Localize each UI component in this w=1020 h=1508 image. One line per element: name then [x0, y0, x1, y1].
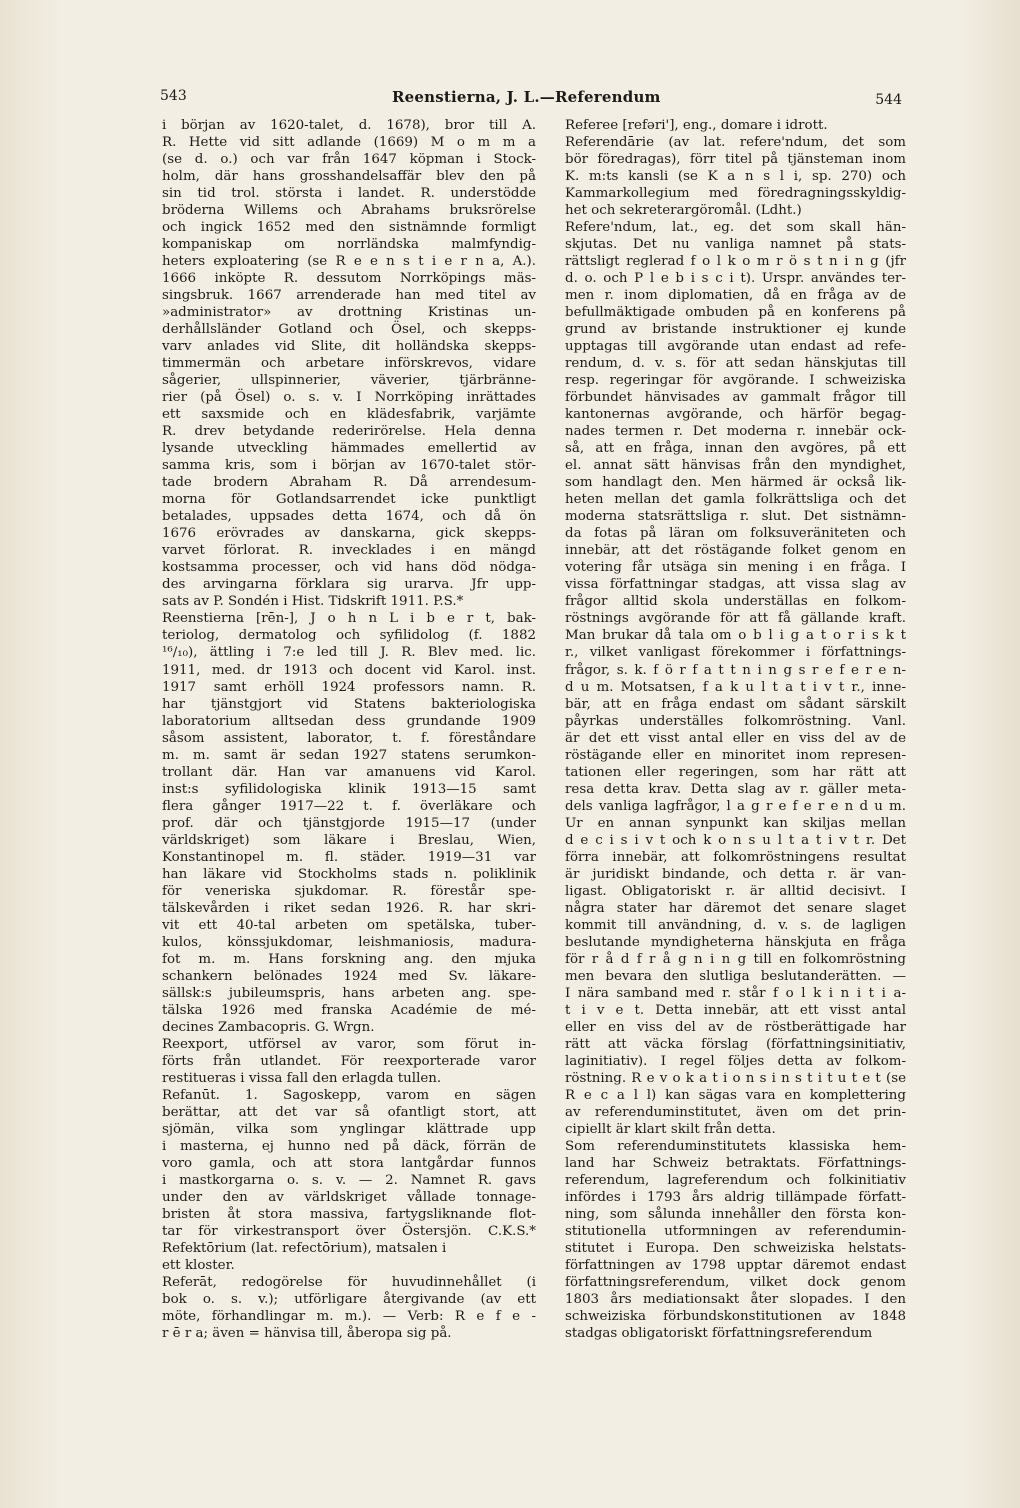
text-line: moderna statsrättsliga r. slut. Det sistnämn-	[565, 509, 906, 525]
text-line: i masterna, ej hunno ned på däck, förrän de	[162, 1138, 536, 1154]
text-line: ett kloster.	[162, 1258, 235, 1274]
text-line: tälska 1926 med franska Académie de mé-	[162, 1002, 536, 1018]
text-line: för r å d f r å g n i n g till en folkomröstning	[565, 951, 906, 967]
text-line: bok o. s. v.); utförligare återgivande (av ett	[162, 1292, 536, 1308]
running-title: Reenstierna, J. L.—Referendum	[392, 88, 661, 106]
running-header	[160, 88, 902, 110]
text-line: (se d. o.) och var från 1647 köpman i Stock-	[162, 152, 536, 168]
text-line: förra innebär, att folkomröstningens resultat	[565, 849, 906, 865]
text-line: schweiziska förbundskonstitutionen av 1848	[565, 1309, 906, 1325]
text-line: R. drev betydande rederirörelse. Hela denna	[162, 424, 536, 440]
text-line: bristen åt stora massiva, fartygsliknande flot-	[162, 1207, 536, 1222]
text-line: voro gamla, och att stora lantgårdar funnos	[162, 1155, 536, 1171]
text-line: votering får utsäga sin mening i en fråga. I	[565, 560, 906, 576]
text-line: land har Schweiz betraktats. Författnings-	[565, 1155, 906, 1171]
text-line: varv anlades vid Slite, dit holländska skepps-	[162, 339, 536, 355]
text-line: han läkare vid Stockholms stads n. poliklinik	[162, 866, 536, 882]
text-line: het och sekreterargöromål. (Ldht.)	[565, 203, 802, 219]
text-line: »administrator» av drottning Kristinas un-	[162, 305, 536, 321]
text-line: stitutet i Europa. Den schweiziska helstats-	[565, 1241, 906, 1257]
text-line: heters exploatering (se R e e n s t i e r n a, A.).	[162, 254, 536, 270]
text-line: inst:s syfilidologiska klinik 1913—15 samt	[162, 781, 536, 797]
text-line: Reexport, utförsel av varor, som förut in-	[162, 1036, 536, 1052]
text-line: I nära samband med r. står f o l k i n i t i a-	[565, 985, 906, 1001]
text-line: frågor, s. k. f ö r f a t t n i n g s r e f e r e n-	[565, 662, 906, 678]
text-line: Kammarkollegium med föredragningsskyldig-	[565, 186, 906, 202]
text-line: tar för virkestransport över Östersjön. C.K.S.*	[162, 1224, 536, 1240]
text-line: grund av bristande instruktioner ej kunde	[565, 322, 906, 338]
text-line: singsbruk. 1667 arrenderade han med titel av	[162, 288, 536, 304]
right-column	[565, 117, 906, 1342]
text-line: sin tid trol. största i landet. R. understödde	[162, 186, 536, 202]
text-line: betalades, uppsades detta 1674, och då ön	[162, 509, 536, 525]
text-line: möte, förhandlingar m. m.). — Verb: R e f e -	[162, 1309, 536, 1325]
text-line: d u m. Motsatsen, f a k u l t a t i v t r., inne-	[565, 679, 906, 695]
text-line: berättar, att det var så ofantligt stort, att	[162, 1104, 536, 1120]
text-line: des arvingarna förklara sig urarva. Jfr upp-	[162, 577, 536, 593]
text-line: men r. inom diplomatien, då en fråga av de	[565, 288, 906, 304]
text-line: i mastkorgarna o. s. v. — 2. Namnet R. gavs	[162, 1172, 536, 1188]
text-line: under den av världskriget vållade tonnage-	[162, 1189, 536, 1205]
text-line: Refektōrium (lat. refectōrium), matsalen i	[162, 1241, 447, 1257]
text-line: sällsk:s jubileumspris, hans arbeten ang. spe-	[162, 985, 536, 1001]
text-line: fot m. m. Hans forskning ang. den mjuka	[162, 951, 536, 967]
text-line: påyrkas underställes folkomröstning. Vanl.	[565, 713, 906, 729]
text-line: infördes i 1793 års aldrig tillämpade författ-	[565, 1189, 906, 1205]
text-line: 1676 erövrades av danskarna, gick skepps-	[162, 526, 536, 542]
text-line: bör föredragas), förr titel på tjänsteman inom	[565, 152, 906, 168]
text-line: kulos, könssjukdomar, leishmaniosis, madura-	[162, 934, 536, 950]
text-line: d. o. och P l e b i s c i t). Urspr. användes ter-	[565, 271, 906, 287]
text-line: teriolog, dermatolog och syfilidolog (f. 1882	[162, 628, 536, 644]
text-line: röstnings avgörande för att få gällande kraft.	[565, 611, 906, 627]
text-line: bröderna Willems och Abrahams bruksrörelse	[162, 203, 536, 219]
text-line: samma kris, som i början av 1670-talet stör-	[162, 458, 536, 474]
text-line: schankern belönades 1924 med Sv. läkare-	[162, 968, 536, 984]
text-line: ligast. Obligatoriskt r. är alltid decisivt. I	[565, 883, 906, 899]
text-line: morna för Gotlandsarrendet icke punktligt	[162, 492, 536, 508]
text-line: r ē r a; även = hänvisa till, åberopa sig på.	[162, 1326, 452, 1342]
text-line: ning, som sålunda innehåller den första kon-	[565, 1207, 906, 1222]
text-line: beslutande myndigheterna hänskjuta en fråga	[565, 934, 906, 950]
text-line: kantonernas avgörande, och härför begag-	[565, 407, 906, 423]
text-line: är juridiskt bindande, och detta r. är van-	[565, 866, 906, 882]
text-line: stadgas obligatoriskt författningsreferendum	[565, 1326, 873, 1342]
text-line: vit ett 40-tal arbeten om spetälska, tuber-	[162, 917, 536, 933]
text-line: några stater har däremot det senare slaget	[565, 900, 906, 916]
text-line: eller en viss del av de röstberättigade har	[565, 1019, 906, 1035]
text-line: kommit till användning, d. v. s. de lagligen	[565, 917, 906, 933]
text-line: vissa författningar stadgas, att vissa slag av	[565, 577, 906, 593]
text-line: holm, där hans grosshandelsaffär blev den på	[162, 169, 536, 185]
text-line: författningen av 1798 upptar däremot endast	[565, 1258, 906, 1274]
left-column	[162, 117, 536, 1342]
text-line: Reenstierna [rēn-], J o h n L i b e r t, bak-	[162, 611, 536, 627]
text-line: röstägande eller en minoritet inom represen-	[565, 747, 906, 763]
text-line: ¹⁶/₁₀), ättling i 7:e led till J. R. Blev med. lic.	[162, 645, 536, 661]
text-line: trollant där. Han var amanuens vid Karol.	[162, 764, 536, 780]
text-line: Referendārie (av lat. refere'ndum, det som	[565, 135, 906, 151]
text-line: men bevara den slutliga beslutanderätten. —	[565, 968, 906, 984]
text-line: dels vanliga lagfrågor, l a g r e f e r e n d u m.	[565, 798, 906, 814]
text-line: såsom assistent, laborator, t. f. föreståndare	[162, 730, 536, 746]
text-line: derhållsländer Gotland och Ösel, och skepps-	[162, 322, 536, 338]
text-line: resa detta krav. Detta slag av r. gäller meta-	[565, 781, 906, 797]
text-line: K. m:ts kansli (se K a n s l i, sp. 270) och	[565, 169, 906, 185]
text-line: sågerier, ullspinnerier, väverier, tjärbränne-	[162, 373, 536, 389]
text-line: prof. där och tjänstgjorde 1915—17 (under	[162, 815, 536, 831]
text-line: kompaniskap om norrländska malmfyndig-	[162, 237, 536, 253]
text-line: resp. regeringar för avgörande. I schweiziska	[565, 373, 906, 389]
text-line: 1911, med. dr 1913 och docent vid Karol. inst.	[162, 662, 536, 678]
text-line: Som referenduminstitutets klassiska hem-	[565, 1138, 906, 1154]
text-line: varvet förlorat. R. invecklades i en mängd	[162, 543, 536, 559]
text-line: är det ett visst antal eller en viss del av de	[565, 730, 906, 746]
text-line: 1666 inköpte R. dessutom Norrköpings mäs-	[162, 271, 536, 287]
text-line: Refanūt. 1. Sagoskepp, varom en sägen	[162, 1087, 536, 1103]
text-line: i början av 1620-talet, d. 1678), bror till A.	[162, 118, 536, 133]
text-line: t i v e t. Detta innebär, att ett visst antal	[565, 1002, 906, 1018]
text-line: da fotas på läran om folksuveräniteten och	[565, 526, 906, 542]
text-line: cipiellt är klart skilt från detta.	[565, 1121, 776, 1137]
text-line: r., vilket vanligast förekommer i författnings-	[565, 645, 906, 661]
text-line: restitueras i vissa fall den erlagda tullen.	[162, 1070, 442, 1086]
text-line: 1803 års mediationsakt åter slopades. I den	[565, 1292, 906, 1308]
text-line: frågor alltid skola underställas en folkom-	[565, 594, 906, 610]
text-line: rättsligt reglerad f o l k o m r ö s t n i n g (jfr	[565, 254, 906, 270]
text-line: Man brukar då tala om o b l i g a t o r i s k t	[565, 628, 906, 644]
text-line: timmermän och arbetare införskrevos, vidare	[162, 356, 536, 372]
text-line: befullmäktigade ombuden på en konferens på	[565, 305, 906, 321]
text-line: rätt att väcka förslag (författningsinitiativ,	[565, 1036, 906, 1052]
text-line: rier (på Ösel) o. s. v. I Norrköping inrättades	[162, 390, 536, 406]
text-line: Referāt, redogörelse för huvudinnehållet (i	[162, 1275, 536, 1291]
text-line: heten mellan det gamla folkrättsliga och det	[565, 492, 906, 508]
text-line: bär, att en fråga endast om sådant särskilt	[565, 696, 906, 712]
text-line: och ingick 1652 med den sistnämnde formligt	[162, 220, 536, 236]
text-line: Referee [refəri'], eng., domare i idrott.	[565, 118, 828, 133]
text-line: d e c i s i v t och k o n s u l t a t i v t r. Det	[565, 832, 906, 848]
text-line: laginitiativ). I regel följes detta av folkom-	[565, 1053, 906, 1069]
text-line: kostsamma processer, och vid hans död nödga-	[162, 560, 536, 576]
text-line: för veneriska sjukdomar. R. förestår spe-	[162, 883, 536, 899]
text-line: nades termen r. Det moderna r. innebär ock-	[565, 424, 906, 440]
text-line: Refere'ndum, lat., eg. det som skall hän-	[565, 220, 906, 236]
text-line: tationen eller regeringen, som har rätt att	[565, 764, 906, 780]
text-line: innebär, att det röstägande folket genom en	[565, 543, 906, 559]
text-line: författningsreferendum, vilket dock genom	[565, 1275, 906, 1291]
text-line: skjutas. Det nu vanliga namnet på stats-	[565, 237, 906, 253]
text-line: m. m. samt är sedan 1927 statens serumkon-	[162, 747, 536, 763]
text-line: R e c a l l) kan sägas vara en komplettering	[565, 1087, 906, 1103]
text-line: Konstantinopel m. fl. städer. 1919—31 var	[162, 849, 536, 865]
text-line: röstning. R e v o k a t i o n s i n s t i t u t e t (se	[565, 1070, 906, 1086]
text-line: stitutionella utformningen av referendumin-	[565, 1224, 906, 1240]
text-line: upptagas till avgörande utan endast ad refe-	[565, 339, 906, 355]
text-line: tälskevården i riket sedan 1926. R. har skri-	[162, 900, 536, 916]
text-line: laboratorium alltsedan dess grundande 1909	[162, 713, 536, 729]
text-line: 1917 samt erhöll 1924 professors namn. R.	[162, 679, 536, 695]
text-line: sjömän, vilka som ynglingar klättrade upp	[162, 1121, 536, 1137]
text-line: decines Zambacopris. G. Wrgn.	[162, 1019, 375, 1035]
text-line: som handlagt den. Men härmed är också lik-	[565, 475, 906, 491]
text-line: förts från utlandet. För reexporterade varor	[162, 1053, 536, 1069]
text-line: förbundet hänvisades av gammalt frågor till	[565, 390, 906, 406]
text-line: lysande utveckling hämmades emellertid av	[162, 441, 536, 457]
text-line: har tjänstgjort vid Statens bakteriologiska	[162, 696, 536, 712]
text-line: av referenduminstitutet, även om det prin-	[565, 1104, 906, 1120]
text-line: R. Hette vid sitt adlande (1669) M o m m a	[162, 135, 536, 151]
text-line: så, att en fråga, innan den avgöres, på ett	[565, 441, 906, 457]
text-line: ett saxsmide och en klädesfabrik, varjämte	[162, 407, 536, 423]
text-line: Ur en annan synpunkt kan skiljas mellan	[565, 815, 906, 831]
text-line: sats av P. Sondén i Hist. Tidskrift 1911. P.S.*	[162, 594, 464, 610]
text-line: rendum, d. v. s. för att sedan hänskjutas till	[565, 356, 906, 372]
page-number-left: 543	[160, 88, 187, 104]
text-line: världskriget) som läkare i Breslau, Wien,	[162, 832, 536, 848]
page-number-right: 544	[875, 92, 902, 108]
text-line: flera gånger 1917—22 t. f. överläkare och	[162, 798, 536, 814]
text-line: el. annat sätt hänvisas från den myndighet,	[565, 458, 906, 474]
text-line: referendum, lagreferendum och folkinitiativ	[565, 1172, 906, 1188]
text-line: tade brodern Abraham R. Då arrendesum-	[162, 475, 536, 491]
